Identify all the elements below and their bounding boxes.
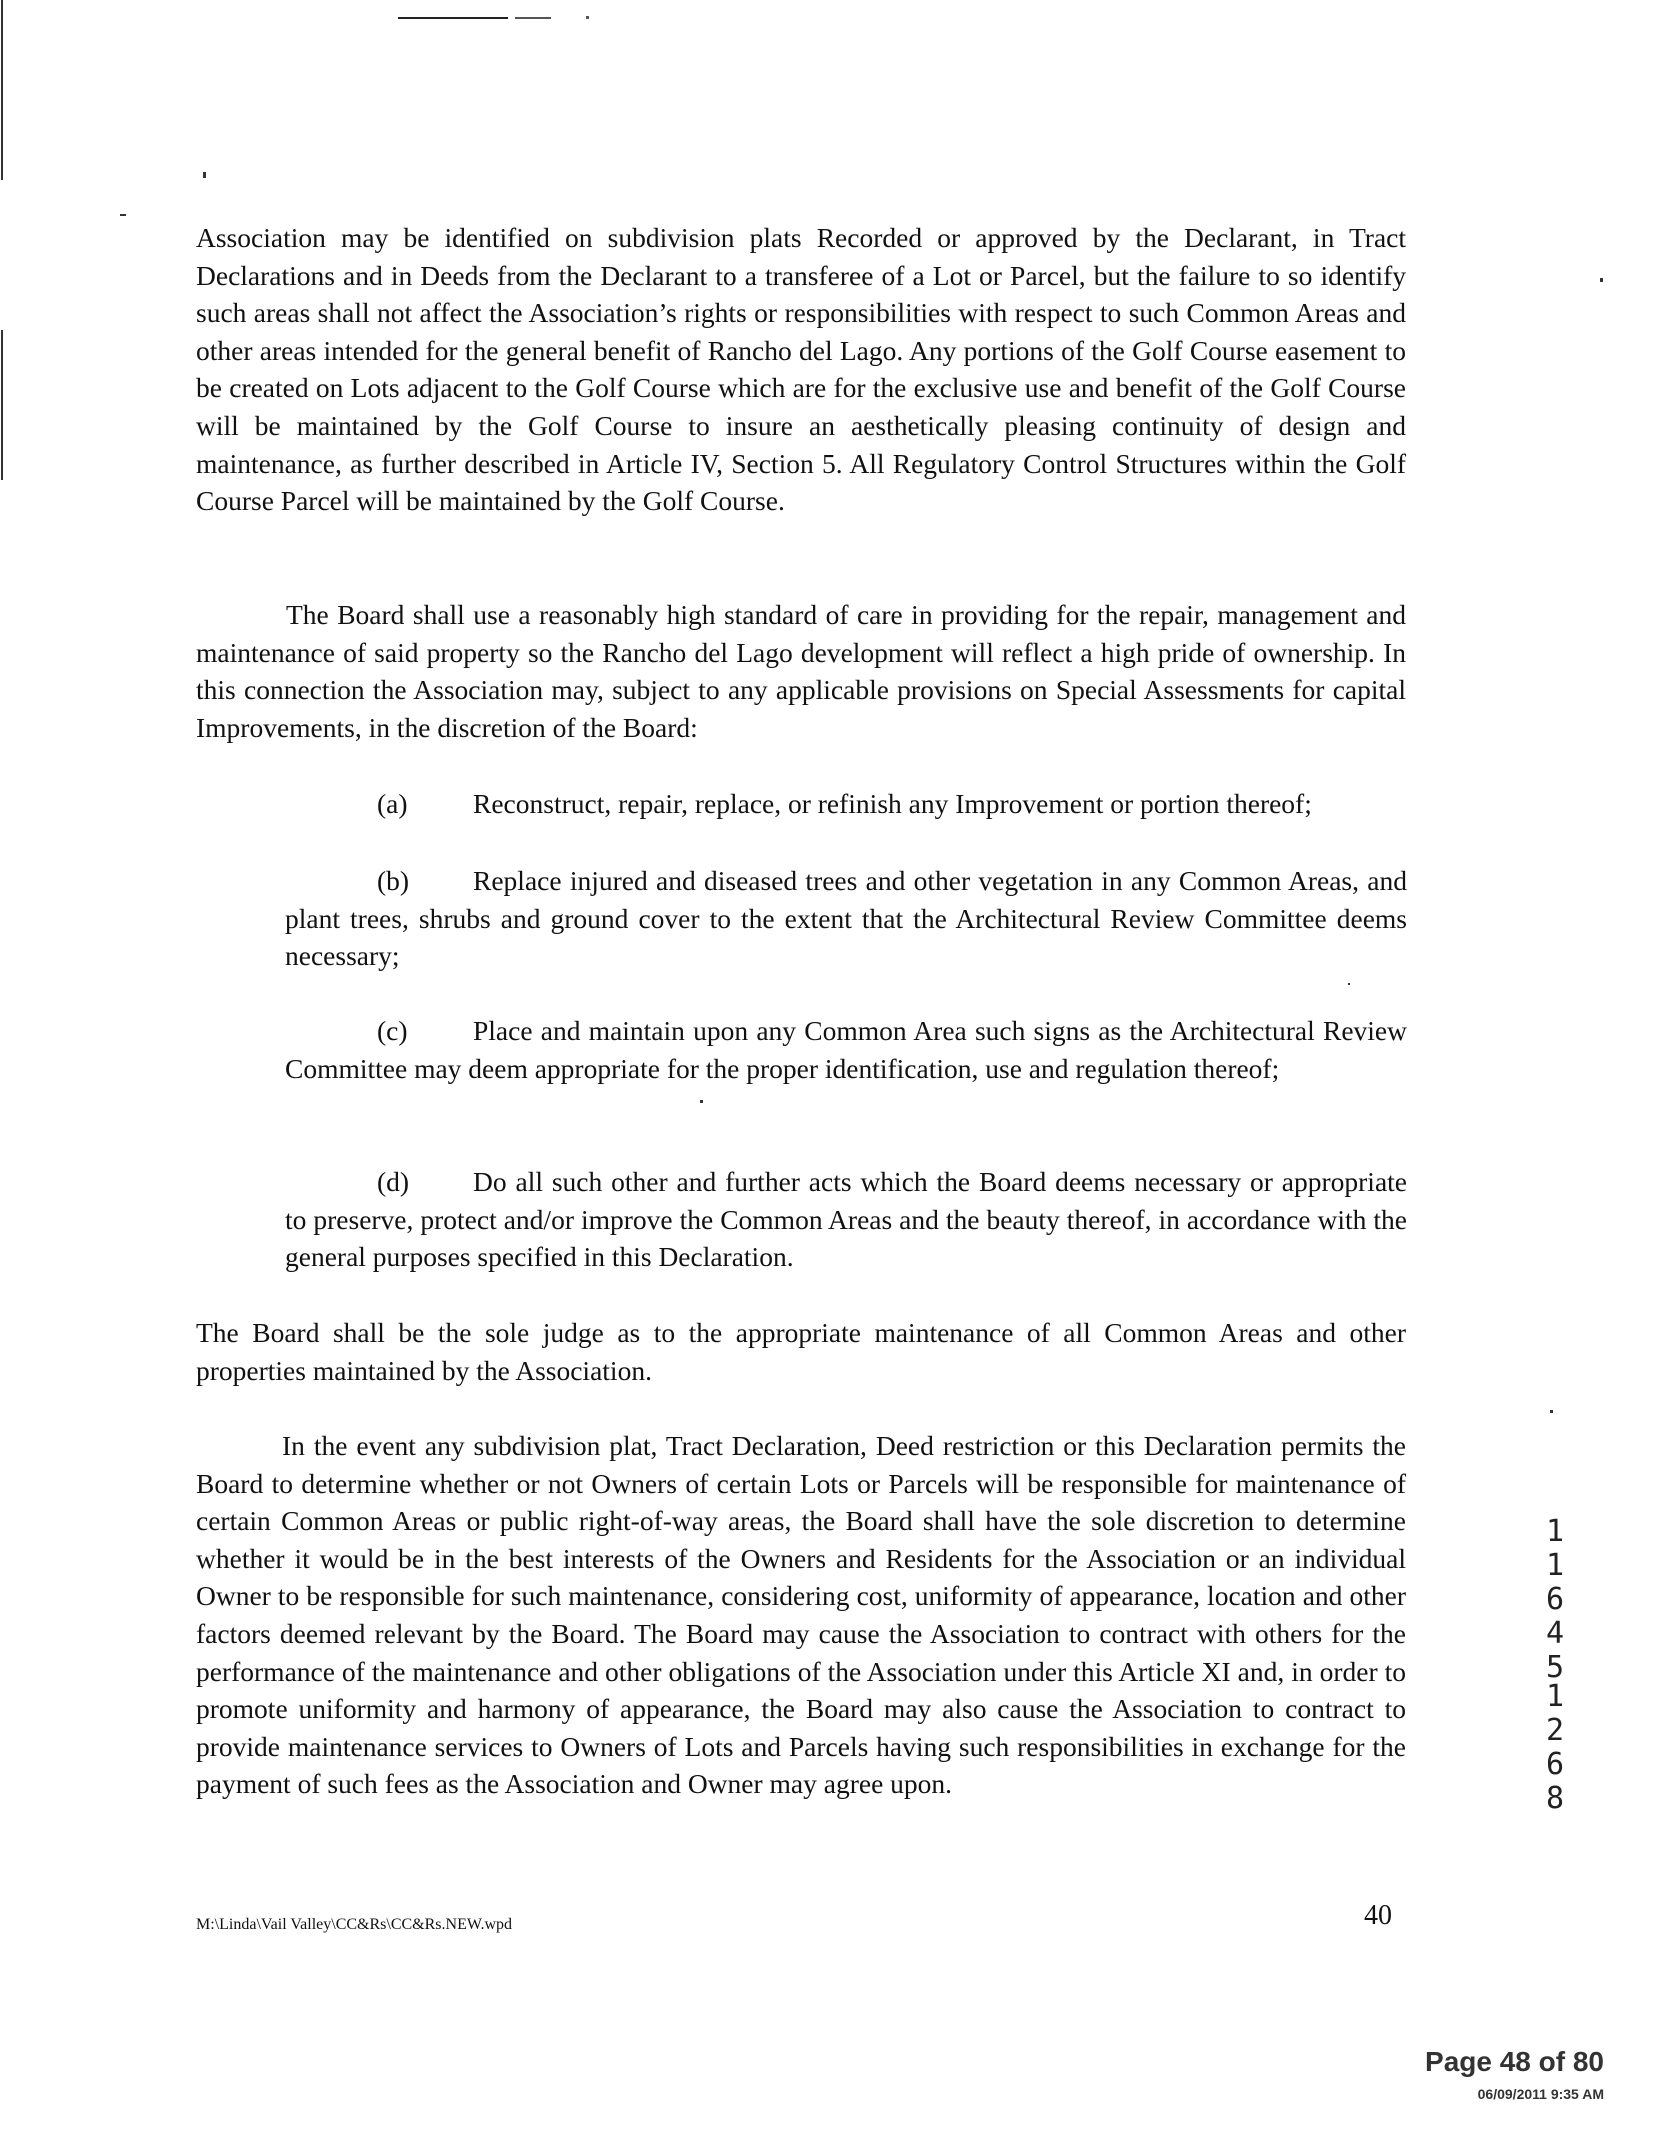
scan-speck <box>1550 1410 1553 1413</box>
list-item-a <box>285 785 1407 823</box>
paragraph-sole-judge: The Board shall be the sole judge as to the appropriate maintenance of all Common Areas and other properties maintained by the Association. <box>196 1317 1406 1386</box>
scan-speck <box>203 172 206 178</box>
list-item-label: (b) <box>377 865 410 896</box>
scan-edge-mark <box>1 0 3 180</box>
list-item-c <box>285 1012 1407 1087</box>
list-item-text: Do all such other and further acts which the Board deems necessary or appropriate to preserve, protect and/or improve the Common Areas and the beauty thereof, in accordance with the general purposes specified in this Declaration. <box>285 1166 1407 1273</box>
list-item-label: (d) <box>377 1166 410 1197</box>
stamp-digit: 8 <box>1545 1781 1565 1816</box>
footer-page-number: 40 <box>1364 1900 1392 1931</box>
scan-speck <box>1600 278 1603 282</box>
list-item-text: Replace injured and diseased trees and other vegetation in any Common Areas, and plant trees, shrubs and ground cover to the extent that the Architectural Review Committee deems necessary; <box>285 865 1407 972</box>
scan-edge-mark <box>1 330 3 480</box>
page-indicator: Page 48 of 80 <box>1425 2046 1604 2077</box>
stamp-digit: 5 <box>1545 1650 1565 1685</box>
footer-file-path: M:\Linda\Vail Valley\CC&Rs\CC&Rs.NEW.wpd <box>196 1916 513 1933</box>
list-item-d <box>285 1163 1407 1276</box>
page-timestamp: 06/09/2011 9:35 AM <box>1477 2086 1604 2102</box>
stamp-digit: 4 <box>1545 1616 1565 1651</box>
list-item-text: Reconstruct, repair, replace, or refinish any Improvement or portion thereof; <box>473 788 1312 819</box>
list-item-label: (a) <box>377 788 408 819</box>
scan-speck <box>120 214 126 216</box>
stamp-digit: 1 <box>1545 1514 1565 1549</box>
scan-speck <box>700 1100 703 1103</box>
stamp-digit: 1 <box>1545 1548 1565 1583</box>
list-item-text: Place and maintain upon any Common Area such signs as the Architectural Review Committee may deem appropriate for the proper identification, use and regulation thereof; <box>285 1015 1407 1084</box>
stamp-digit: 6 <box>1545 1747 1565 1782</box>
paragraph-common-areas: Association may be identified on subdivision plats Recorded or approved by the Declarant, in Tract Declarations and in Deeds from the Declarant to a transferee of a Lot or Parcel, but the failure to so identify such areas shall not affect the Association’s rights or responsibilities with respect to such Common Areas and other areas intended for the general benefit of Rancho del Lago. Any portions of the Golf Course easement to be created on Lots adjacent to the Golf Course which are for the exclusive use and benefit of the Golf Course will be maintained by the Golf Course to insure an aesthetically pleasing continuity of design and maintenance, as further described in Article IV, Section 5. All Regulatory Control Structures within the Golf Course Parcel will be maintained by the Golf Course. <box>196 222 1406 517</box>
list-item-label: (c) <box>377 1015 408 1046</box>
paragraph-maintenance-responsibility: In the event any subdivision plat, Tract Declaration, Deed restriction or this Declaration permits the Board to determine whether or not Owners of certain Lots or Parcels will be responsible for maintenance of certain Common Areas or public right-of-way areas, the Board shall have the sole discretion to determine whether it would be in the best interests of the Owners and Residents for the Association or an individual Owner to be responsible for such maintenance, considering cost, uniformity of appearance, location and other factors deemed relevant by the Board. The Board may cause the Association to contract with others for the performance of the maintenance and other obligations of the Association under this Article XI and, in order to promote uniformity and harmony of appearance, the Board may also cause the Association to contract to provide maintenance services to Owners of Lots and Parcels having such responsibilities in exchange for the payment of such fees as the Association and Owner may agree upon. <box>196 1430 1406 1800</box>
list-item-b <box>285 862 1407 975</box>
stamp-digit: 2 <box>1545 1713 1565 1748</box>
stamp-digit: 6 <box>1545 1582 1565 1617</box>
scan-artifact-line <box>515 17 551 19</box>
recording-stamp-number <box>1540 1515 1570 1685</box>
scan-artifact-dot <box>586 16 589 19</box>
scan-artifact-line <box>398 17 508 19</box>
paragraph-board-standard: The Board shall use a reasonably high standard of care in providing for the repair, management and maintenance of said property so the Rancho del Lago development will reflect a high pride of ownership. In this connection the Association may, subject to any applicable provisions on Special Assessments for capital Improvements, in the discretion of the Board: <box>196 599 1406 743</box>
stamp-digit: 1 <box>1545 1679 1565 1714</box>
recording-stamp-number <box>1540 1680 1570 1816</box>
scan-speck <box>1348 983 1350 985</box>
